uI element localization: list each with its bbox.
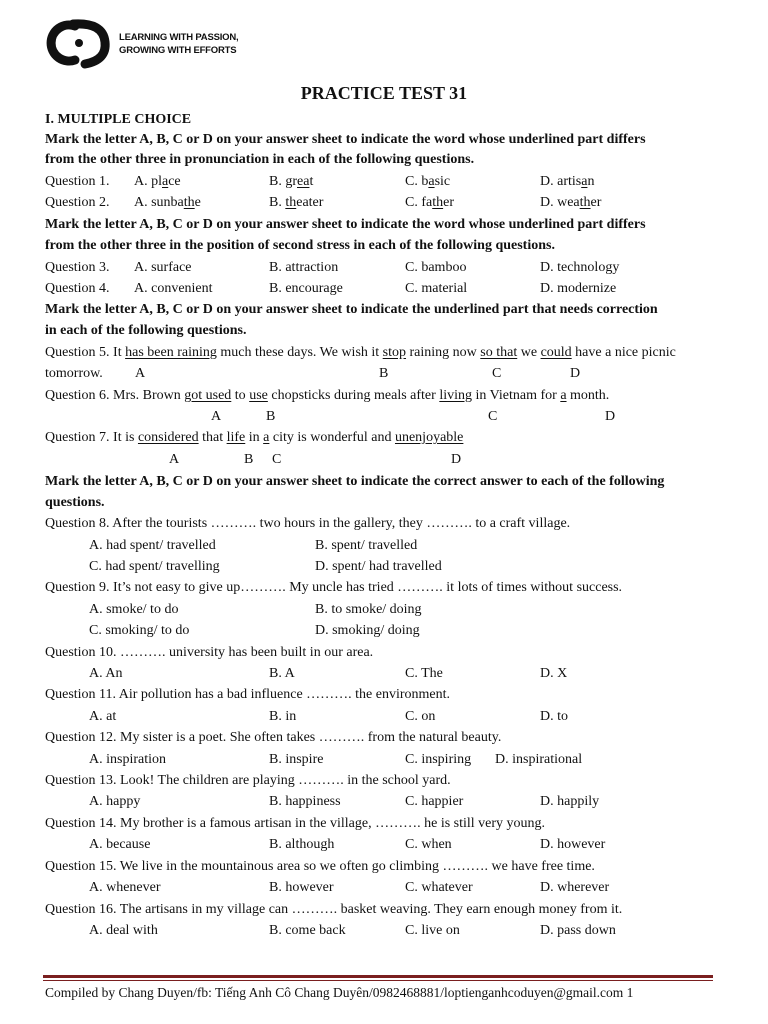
option-b: B. come back: [269, 923, 346, 938]
option-d: D. spent/ had travelled: [315, 559, 442, 574]
cd-logo-mark: [45, 16, 115, 72]
instruction-4-line-1: Mark the letter A, B, C or D on your answer sheet to indicate the correct answer to each of the following: [45, 474, 665, 489]
option-a: A. inspiration: [89, 752, 166, 767]
instruction-2-line-1: Mark the letter A, B, C or D on your answer sheet to indicate the word whose underlined part differs: [45, 217, 646, 232]
question-label: Question 1.: [45, 174, 110, 189]
option-c: C. The: [405, 666, 443, 681]
option-c: C. on: [405, 709, 436, 724]
option-c: C. material: [405, 281, 468, 296]
option-a: A. because: [89, 837, 151, 852]
marker-b: B: [244, 452, 254, 467]
option-a: A. happy: [89, 794, 141, 809]
marker-c: C: [488, 409, 498, 424]
question-13-stem: Question 13. Look! The children are playing ………. in the school yard.: [45, 773, 451, 788]
logo-tagline-1: LEARNING WITH PASSION,: [119, 32, 239, 43]
question-14-stem: Question 14. My brother is a famous artisan in the village, ………. he is still very young.: [45, 816, 546, 831]
option-c: C. had spent/ travelling: [89, 559, 220, 574]
page-title: PRACTICE TEST 31: [300, 83, 468, 103]
instruction-2-line-2: from the other three in the position of second stress in each of the following questions.: [45, 238, 555, 253]
option-b: B. encourage: [269, 281, 343, 296]
option-b: B. great: [269, 174, 314, 189]
option-b: B. spent/ travelled: [315, 538, 418, 553]
question-11-stem: Question 11. Air pollution has a bad influence ………. the environment.: [45, 687, 451, 702]
option-c: C. smoking/ to do: [89, 623, 190, 638]
option-d: D. X: [540, 666, 568, 681]
instruction-1-line-1: Mark the letter A, B, C or D on your answer sheet to indicate the word whose underlined part differs: [45, 132, 646, 147]
footer-text: Compiled by Chang Duyen/fb: Tiếng Anh Cô Chang Duyên/0982468881/loptienganhcoduyen@gmail.com 1: [45, 985, 634, 1000]
option-d: D. smoking/ doing: [315, 623, 420, 638]
question-label: Question 4.: [45, 281, 110, 296]
option-d: D. wherever: [540, 880, 610, 895]
option-b: B. attraction: [269, 260, 339, 275]
option-c: C. basic: [405, 174, 451, 189]
question-5: Question 5. It has been raining much these days. We wish it stop raining now so that we could have a nice picnic: [45, 345, 676, 360]
option-d: D. weather: [540, 195, 602, 210]
option-c: C. whatever: [405, 880, 473, 895]
option-b: B. to smoke/ doing: [315, 602, 422, 617]
option-c: C. when: [405, 837, 452, 852]
question-5-line-2: tomorrow.: [45, 366, 103, 381]
question-9-stem: Question 9. It’s not easy to give up………. My uncle has tried ………. it lots of times without success.: [45, 580, 623, 595]
option-d: D. pass down: [540, 923, 616, 938]
option-a: A. had spent/ travelled: [89, 538, 216, 553]
question-15-stem: Question 15. We live in the mountainous area so we often go climbing ………. we have free time.: [45, 859, 595, 874]
option-d: D. technology: [540, 260, 620, 275]
footer-rule-thin: [43, 980, 713, 981]
marker-a: A: [211, 409, 222, 424]
marker-b: B: [266, 409, 276, 424]
option-b: B. happiness: [269, 794, 341, 809]
question-10-stem: Question 10. ………. university has been built in our area.: [45, 645, 374, 660]
marker-c: C: [272, 452, 282, 467]
option-d: D. to: [540, 709, 568, 724]
section-heading: I. MULTIPLE CHOICE: [45, 112, 192, 127]
instruction-1-line-2: from the other three in pronunciation in each of the following questions.: [45, 152, 475, 167]
question-8-stem: Question 8. After the tourists ………. two hours in the gallery, they ………. to a craft village.: [45, 516, 571, 531]
marker-d: D: [570, 366, 581, 381]
question-7: Question 7. It is considered that life in a city is wonderful and unenjoyable: [45, 430, 464, 445]
option-a: A. deal with: [89, 923, 158, 938]
option-a: A. at: [89, 709, 117, 724]
marker-b: B: [379, 366, 389, 381]
option-d: D. happily: [540, 794, 600, 809]
option-c: C. father: [405, 195, 454, 210]
option-d: D. modernize: [540, 281, 617, 296]
option-a: A. An: [89, 666, 123, 681]
option-b: B. however: [269, 880, 334, 895]
option-c: C. bamboo: [405, 260, 467, 275]
marker-d: D: [451, 452, 462, 467]
question-label: Question 3.: [45, 260, 110, 275]
question-label: Question 2.: [45, 195, 110, 210]
option-a: A. convenient: [134, 281, 213, 296]
option-d: D. however: [540, 837, 606, 852]
instruction-3-line-2: in each of the following questions.: [45, 323, 247, 338]
option-d: D. inspirational: [495, 752, 583, 767]
option-a: A. smoke/ to do: [89, 602, 179, 617]
marker-a: A: [135, 366, 146, 381]
option-a: A. place: [134, 174, 181, 189]
option-b: B. A: [269, 666, 295, 681]
logo-tagline-2: GROWING WITH EFFORTS: [119, 45, 237, 56]
option-d: D. artisan: [540, 174, 595, 189]
question-12-stem: Question 12. My sister is a poet. She often takes ………. from the natural beauty.: [45, 730, 502, 745]
instruction-4-line-2: questions.: [45, 495, 105, 510]
instruction-3-line-1: Mark the letter A, B, C or D on your answer sheet to indicate the underlined part that needs correction: [45, 302, 658, 317]
marker-a: A: [169, 452, 180, 467]
option-c: C. live on: [405, 923, 460, 938]
option-a: A. sunbathe: [134, 195, 201, 210]
option-b: B. although: [269, 837, 335, 852]
question-6: Question 6. Mrs. Brown got used to use chopsticks during meals after living in Vietnam for a month.: [45, 388, 610, 403]
logo: [45, 14, 245, 74]
option-c: C. happier: [405, 794, 464, 809]
footer-rule: [43, 975, 713, 978]
option-a: A. surface: [134, 260, 192, 275]
option-a: A. whenever: [89, 880, 161, 895]
marker-d: D: [605, 409, 616, 424]
option-c: C. inspiring: [405, 752, 472, 767]
marker-c: C: [492, 366, 502, 381]
option-b: B. in: [269, 709, 297, 724]
option-b: B. inspire: [269, 752, 324, 767]
question-16-stem: Question 16. The artisans in my village can ………. basket weaving. They earn enough money from it.: [45, 902, 623, 917]
option-b: B. theater: [269, 195, 324, 210]
